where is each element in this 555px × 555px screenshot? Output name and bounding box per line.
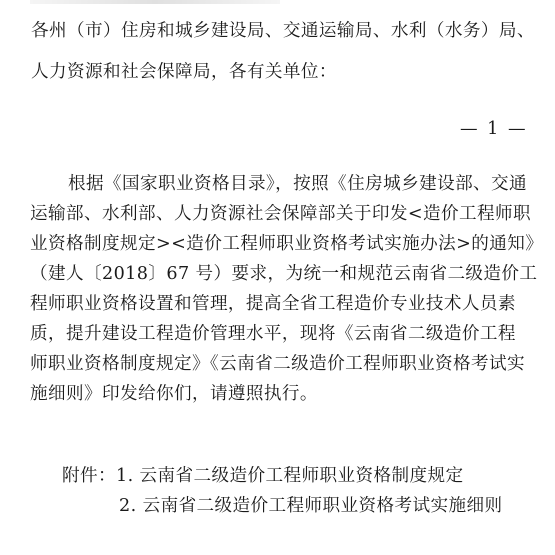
scan-edge-mark <box>30 0 280 4</box>
body-line-7: 师职业资格制度规定》《云南省二级造价工程师职业资格考试实 <box>30 354 526 374</box>
addressee-line-2: 人力资源和社会保障局，各有关单位： <box>31 62 337 82</box>
body-line-3: 业资格制度规定><造价工程师职业资格考试实施办法>的通知》 <box>30 234 544 254</box>
body-line-4: （建人〔2018〕67 号）要求，为统一和规范云南省二级造价工 <box>30 264 538 284</box>
body-line-8: 施细则》印发给你们，请遵照执行。 <box>30 384 318 404</box>
body-line-2: 运输部、水利部、人力资源社会保障部关于印发<造价工程师职 <box>30 204 531 224</box>
body-line-6: 质，提升建设工程造价管理水平，现将《云南省二级造价工程 <box>30 324 516 344</box>
page-number: — 1 — <box>460 119 528 139</box>
attachment-line-2: 2. 云南省二级造价工程师职业资格考试实施细则 <box>119 496 503 516</box>
body-line-5: 程师职业资格设置和管理，提高全省工程造价专业技术人员素 <box>30 294 516 314</box>
attachment-line-1: 附件：1. 云南省二级造价工程师职业资格制度规定 <box>62 466 464 486</box>
addressee-line-1: 各州（市）住房和城乡建设局、交通运输局、水利（水务）局、 <box>31 21 535 41</box>
body-line-1: 根据《国家职业资格目录》，按照《住房城乡建设部、交通 <box>68 174 528 194</box>
